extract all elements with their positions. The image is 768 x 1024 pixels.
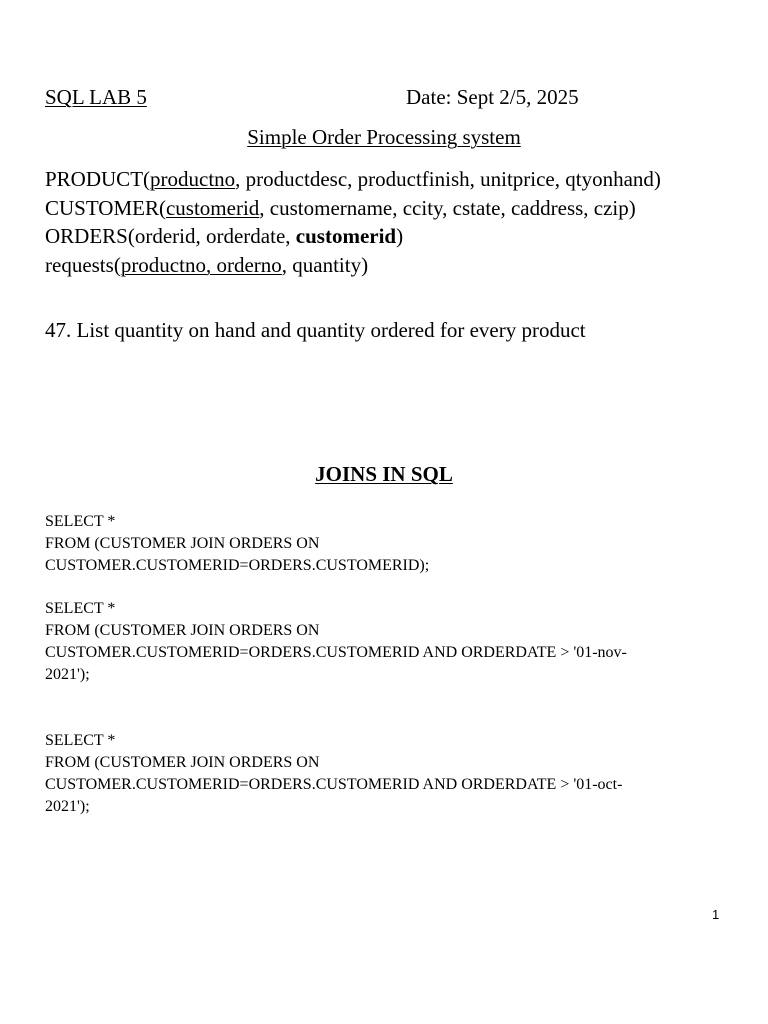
document-subtitle-text: Simple Order Processing system — [247, 125, 521, 149]
schema-customer-name: CUSTOMER( — [45, 195, 166, 220]
schema-requests-name: requests( — [45, 252, 121, 277]
query-line: FROM (CUSTOMER JOIN ORDERS ON — [45, 535, 320, 552]
schema-product-key: productno — [150, 167, 236, 191]
sql-query-2 — [45, 598, 627, 686]
query-line: CUSTOMER.CUSTOMERID=ORDERS.CUSTOMERID); — [45, 557, 430, 574]
query-line: CUSTOMER.CUSTOMERID=ORDERS.CUSTOMERID AND ORDERDATE > '01-nov- — [45, 644, 627, 661]
schema-product-rest: , productdesc, productfinish, unitprice, qtyonhand) — [235, 167, 661, 191]
schema-requests-key: productno, orderno — [120, 252, 282, 277]
lab-date: Date: Sept 2/5, 2025 — [406, 85, 579, 109]
schema-requests — [45, 251, 661, 280]
schema-product-name: PRODUCT( — [45, 167, 151, 191]
document-subtitle — [0, 125, 768, 150]
section-heading-text: JOINS IN SQL — [315, 462, 453, 486]
schema-block — [45, 165, 661, 279]
schema-orders-prefix: ORDERS(orderid, orderdate, — [45, 224, 296, 248]
schema-orders-foreign-key: customerid — [295, 224, 397, 248]
query-line: FROM (CUSTOMER JOIN ORDERS ON — [45, 622, 320, 639]
question-47: 47. List quantity on hand and quantity ordered for every product — [45, 318, 586, 342]
query-line: SELECT * — [45, 600, 116, 617]
sql-query-1 — [45, 511, 429, 577]
query-line: CUSTOMER.CUSTOMERID=ORDERS.CUSTOMERID AND ORDERDATE > '01-oct- — [45, 776, 623, 793]
query-line: FROM (CUSTOMER JOIN ORDERS ON — [45, 754, 320, 771]
page-number: 1 — [712, 907, 720, 922]
query-line: SELECT * — [45, 732, 116, 749]
query-line: 2021'); — [45, 798, 90, 815]
query-line: 2021'); — [45, 666, 90, 683]
schema-requests-rest: , quantity) — [281, 252, 369, 277]
lab-title: SQL LAB 5 — [45, 85, 147, 109]
schema-customer — [45, 194, 661, 223]
schema-product — [45, 165, 661, 194]
section-heading — [0, 462, 768, 487]
sql-query-3 — [45, 730, 622, 818]
query-line: SELECT * — [45, 513, 116, 530]
schema-orders-suffix: ) — [396, 224, 404, 248]
schema-customer-rest: , customername, ccity, cstate, caddress, czip) — [259, 195, 636, 220]
schema-orders — [45, 222, 661, 251]
schema-customer-key: customerid — [165, 195, 260, 220]
